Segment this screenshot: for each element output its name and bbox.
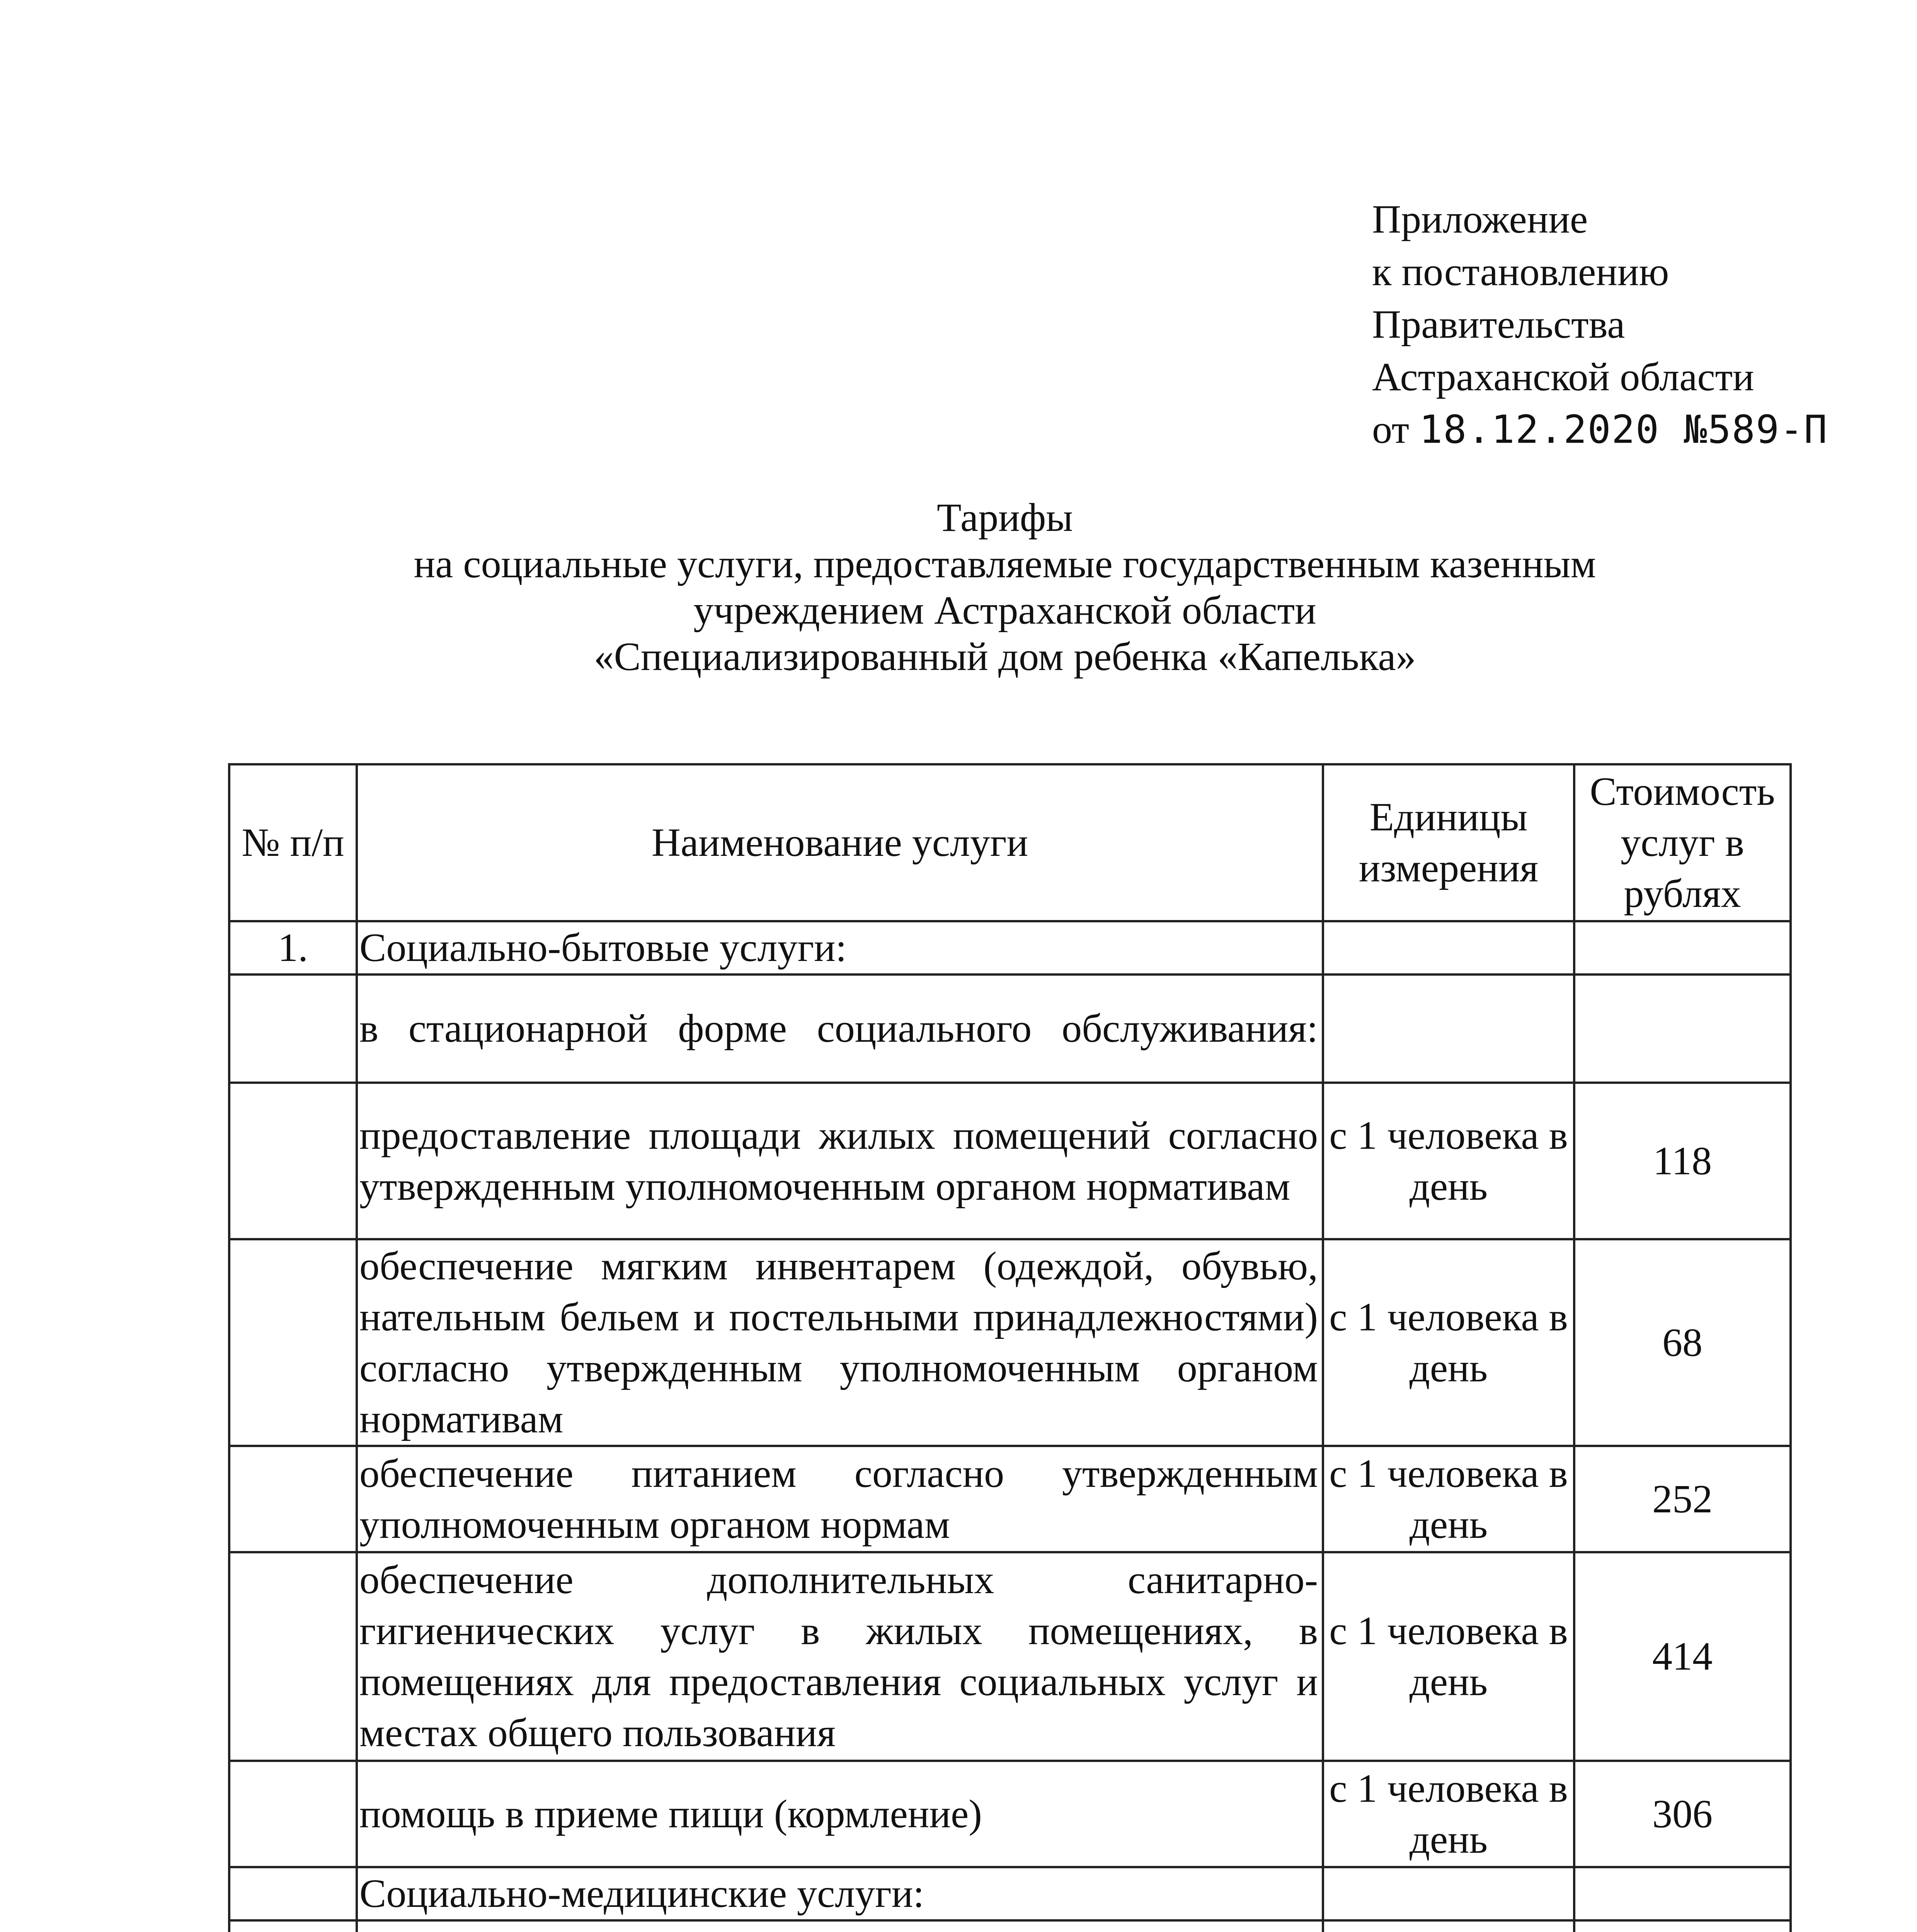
table-row bbox=[229, 921, 1791, 975]
table-row bbox=[229, 1446, 1791, 1552]
table-row bbox=[229, 975, 1791, 1083]
row-num bbox=[229, 1867, 357, 1920]
row-service-name bbox=[357, 1920, 1323, 1932]
header-unit: Единицы измерения bbox=[1323, 764, 1574, 921]
row-cost: 306 bbox=[1574, 1761, 1791, 1867]
row-num bbox=[229, 975, 357, 1083]
row-service-name: в стационарной форме социального обслуживания: bbox=[357, 975, 1323, 1083]
header-name: Наименование услуги bbox=[357, 764, 1323, 921]
row-unit: с 1 человека в день bbox=[1323, 1083, 1574, 1239]
table-row bbox=[229, 1761, 1791, 1867]
table-row bbox=[229, 1920, 1791, 1932]
header-num: № п/п bbox=[229, 764, 357, 921]
row-unit bbox=[1323, 921, 1574, 975]
appendix-date-number: 18.12.2020 №589-П bbox=[1419, 407, 1828, 452]
row-service-name: помощь в приеме пищи (кормление) bbox=[357, 1761, 1323, 1867]
row-unit: с 1 человека в день bbox=[1323, 1552, 1574, 1761]
table-header-row bbox=[229, 764, 1791, 921]
row-num bbox=[229, 1239, 357, 1446]
row-unit: с 1 человека в день bbox=[1323, 1446, 1574, 1552]
row-unit bbox=[1323, 975, 1574, 1083]
table-row bbox=[229, 1083, 1791, 1239]
document-title bbox=[232, 495, 1778, 680]
row-cost: 414 bbox=[1574, 1552, 1791, 1761]
row-cost: 68 bbox=[1574, 1239, 1791, 1446]
row-service-name: предоставление площади жилых помещений согласно утвержденным уполномоченным органом нормативам bbox=[357, 1083, 1323, 1239]
row-cost bbox=[1574, 921, 1791, 975]
row-service-name: обеспечение дополнительных санитарно-гигиенических услуг в жилых помещениях, в помещениях для предоставления социальных услуг и местах общего пользования bbox=[357, 1552, 1323, 1761]
tariffs-table bbox=[228, 763, 1792, 1932]
title-line-1: Тарифы bbox=[936, 495, 1073, 540]
row-unit: с 1 человека в день bbox=[1323, 1761, 1574, 1867]
row-num: 1. bbox=[229, 921, 357, 975]
table-row bbox=[229, 1239, 1791, 1446]
appendix-date-line bbox=[1372, 403, 1828, 456]
appendix-line-4: Астраханской области bbox=[1372, 355, 1754, 399]
title-line-4: «Специализированный дом ребенка «Капелька» bbox=[594, 634, 1416, 679]
row-service-name: обеспечение мягким инвентарем (одеждой, обувью, нательным бельем и постельными принадлежностями) согласно утвержденным уполномоченным органом нормативам bbox=[357, 1239, 1323, 1446]
row-unit bbox=[1323, 1920, 1574, 1932]
title-line-3: учреждением Астраханской области bbox=[693, 588, 1316, 633]
row-cost bbox=[1574, 1867, 1791, 1920]
appendix-line-1: Приложение bbox=[1372, 197, 1588, 242]
title-line-2: на социальные услуги, предоставляемые государственным казенным bbox=[414, 542, 1596, 586]
row-num bbox=[229, 1083, 357, 1239]
row-num bbox=[229, 1761, 357, 1867]
row-cost bbox=[1574, 1920, 1791, 1932]
row-num bbox=[229, 1920, 357, 1932]
appendix-line-3: Правительства bbox=[1372, 302, 1625, 347]
table-row bbox=[229, 1552, 1791, 1761]
row-unit: с 1 человека в день bbox=[1323, 1239, 1574, 1446]
header-cost: Стоимость услуг в рублях bbox=[1574, 764, 1791, 921]
row-service-name: Социально-бытовые услуги: bbox=[357, 921, 1323, 975]
table-row bbox=[229, 1867, 1791, 1920]
row-cost bbox=[1574, 975, 1791, 1083]
row-service-name: Социально-медицинские услуги: bbox=[357, 1867, 1323, 1920]
appendix-line-2: к постановлению bbox=[1372, 250, 1669, 294]
row-num bbox=[229, 1552, 357, 1761]
row-cost: 252 bbox=[1574, 1446, 1791, 1552]
row-cost: 118 bbox=[1574, 1083, 1791, 1239]
appendix-block bbox=[1372, 193, 1828, 456]
row-unit bbox=[1323, 1867, 1574, 1920]
row-service-name: обеспечение питанием согласно утвержденным уполномоченным органом нормам bbox=[357, 1446, 1323, 1552]
appendix-date-prefix: от bbox=[1372, 407, 1410, 452]
row-num bbox=[229, 1446, 357, 1552]
